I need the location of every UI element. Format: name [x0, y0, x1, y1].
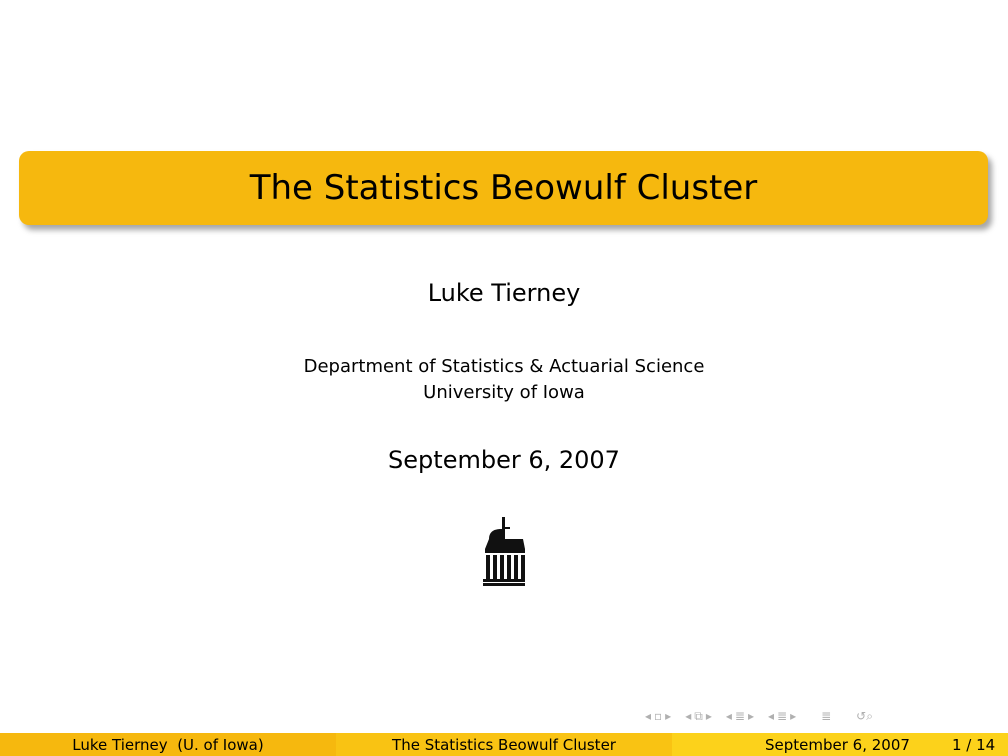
institute-department: Department of Statistics & Actuarial Science [303, 356, 705, 377]
footer-author [0, 733, 336, 756]
institute [0, 354, 1008, 406]
slide-title: The Statistics Beowulf Cluster [249, 168, 758, 208]
nav-frame-forward-icon[interactable]: ▸ [665, 709, 672, 723]
nav-frame-back-icon[interactable]: ◂ [645, 709, 652, 723]
footer-author-text: Luke Tierney (U. of Iowa) [72, 735, 264, 754]
nav-subsection-back-icon[interactable]: ◂ [685, 709, 692, 723]
footer-date-page [672, 733, 1008, 756]
nav-search-icon[interactable]: ↺⌕ [856, 708, 873, 723]
beamer-navigation-bar [645, 706, 873, 726]
nav-subsection-icon[interactable]: ⧉ [694, 708, 703, 723]
footer-page-number: 1 / 14 [952, 735, 996, 754]
nav-document-icon[interactable]: ≣ [777, 709, 788, 723]
nav-section-forward-icon[interactable]: ▸ [747, 709, 754, 723]
footer-date-text: September 6, 2007 [765, 735, 910, 754]
nav-frame-icon[interactable]: ▫ [654, 709, 663, 723]
author-name: Luke Tierney [427, 279, 581, 307]
presentation-date: September 6, 2007 [388, 446, 620, 474]
footer-bar [0, 733, 1008, 756]
institute-university: University of Iowa [423, 382, 585, 403]
nav-subsection-forward-icon[interactable]: ▸ [705, 709, 712, 723]
footer-title [336, 733, 672, 756]
footer-title-text: The Statistics Beowulf Cluster [392, 735, 616, 754]
title-box [19, 151, 988, 225]
nav-document-forward-icon[interactable]: ▸ [790, 709, 797, 723]
nav-section-icon[interactable]: ≣ [734, 709, 745, 723]
university-logo [481, 515, 527, 587]
nav-section-back-icon[interactable]: ◂ [725, 709, 732, 723]
nav-document-back-icon[interactable]: ◂ [767, 709, 774, 723]
nav-appendix-icon[interactable]: ≣ [821, 709, 832, 723]
